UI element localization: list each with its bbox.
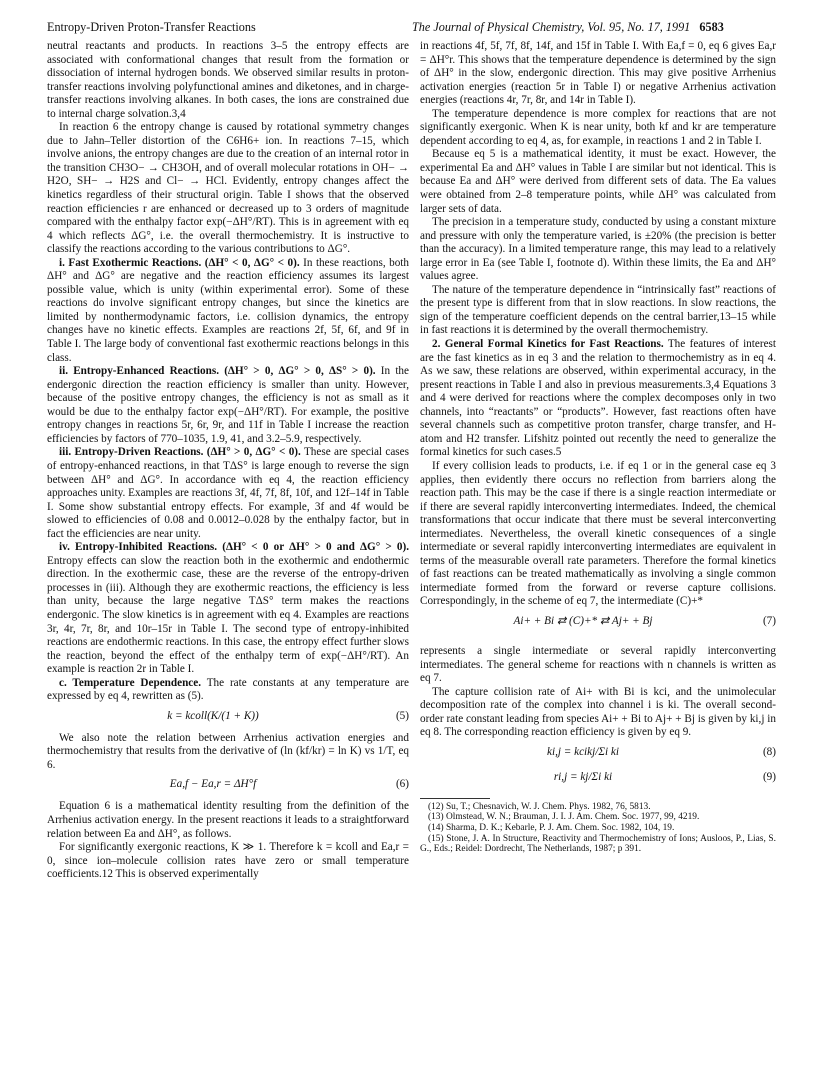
paragraph-text: The rate constants at any temperature are expressed by eq 4, rewritten as (5).: [47, 676, 409, 703]
paragraph: [47, 365, 409, 446]
paragraph-text: The features of interest are the fast kinetics as in eq 3 and the relation to thermochemistry as in eq 4. As we saw, these relations are observed, within experimental accuracy, in the present reactions in Table I and also in previous measurements.3,4 Equations 3 and 4 were derived for reactions where the complex decomposes only in two channels, into “reactants” or “products”. However, fast reactions often have several channels such as competitive proton transfer, charge transfer, and H-atom and H2 transfer. Lifshitz pointed out recently the need to generalize the formal kinetics for such cases.5: [420, 338, 776, 459]
section-heading: iv. Entropy-Inhibited Reactions. (ΔH° < 0 or ΔH° > 0 and ΔG° > 0).: [59, 541, 409, 554]
equation-number: (9): [762, 770, 776, 783]
references: [420, 802, 776, 855]
reference-item: (14) Sharma, D. K.; Kebarle, P. J. Am. Chem. Soc. 1982, 104, 19.: [428, 822, 675, 833]
paragraph-text: We also note the relation between Arrhenius activation energies and thermochemistry that results from the derivative of (ln (kf/kr) = ln K) vs 1/T, eq 6.: [47, 731, 409, 771]
paragraph-text: in reactions 4f, 5f, 7f, 8f, 14f, and 15f in Table I. With Ea,f = 0, eq 6 gives Ea,r = ΔH°r. This shows that the temperature dependence is determined by the sign of ΔH° in the slow, endergonic direction. This may give positive Arrhenius activation energies (reaction 5r in Table I) or negative Arrhenius activation energies (reactions 4r, 7r, 8r, and 14r in Table I).: [420, 40, 776, 107]
journal-header: [412, 20, 724, 35]
equation: [420, 768, 776, 790]
equation-body: ki,j = kcikj/Σi ki: [547, 745, 619, 758]
paragraph: [420, 284, 776, 338]
paragraph: [47, 732, 409, 773]
paragraph-text: represents a single intermediate or several rapidly interconverting intermediates. The general scheme for reactions with n channels is written as eq 7.: [420, 644, 776, 685]
section-heading: 2. General Formal Kinetics for Fast Reactions.: [432, 338, 664, 351]
paragraph: [47, 446, 409, 541]
paragraph-text: In reaction 6 the entropy change is caused by rotational symmetry changes due to Jahn–Teller distortion of the C6H6+ ion. In reactions 7–15, which involve anions, the entropy changes are due to the creation of an internal rotor in the transition CH3O− → CH3OH, and of overall molecular rotations in OH− → H2O, SH− → H2S and Cl− → HCl. Evidently, entropy changes affect the kinetics regardless of their structural origin. Table I shows that the observed reaction efficiencies r are enhanced or decreased up to 3 orders of magnitude compared with the enthalpy factor exp(−ΔH°/RT). This is in agreement with eq 4 which reflects ΔG°, i.e. the overall thermochemistry. It is instructive to classify the reactions according to the various contributions to ΔG°.: [47, 121, 409, 256]
paragraph: [47, 841, 409, 882]
right-column: [420, 40, 776, 855]
reference-item: (12) Su, T.; Chesnavich, W. J. Chem. Phys. 1982, 76, 5813.: [428, 801, 651, 812]
paragraph-text: The precision in a temperature study, conducted by using a constant mixture and pressure with only the temperature varied, is ±20% (the precision is better than the accuracy). In a limited temperature range, this may lead to a relatively large error in Ea (see Table I, footnote d). Within these limits, the Ea and ΔH° values agree.: [420, 216, 776, 283]
paragraph: [420, 108, 776, 149]
journal-citation: The Journal of Physical Chemistry, Vol. 95, No. 17, 1991: [412, 20, 691, 34]
reference-item: (15) Stone, J. A. In Structure, Reactivity and Thermochemistry of Ions; Ausloos, P., Lias, S. G., Eds.; Reidel: Dordrecht, The Netherlands, 1987; p 391.: [420, 833, 776, 855]
paragraph: [420, 645, 776, 686]
paragraph: [420, 338, 776, 460]
paragraph-text: For significantly exergonic reactions, K ≫ 1. Therefore k = kcoll and Ea,r = 0, since ion–molecule collision rates have zero or small temperature coefficients.12 This is observed experimentally: [47, 841, 409, 881]
paragraph-text: In these reactions, both ΔH° and ΔG° are negative and the reaction efficiency assumes its largest possible value, which is unity (within experimental error). Some of these reactions do involve significant entropy changes, but since the kinetics are limited by nonthermodynamic factors, i.e. collision dynamics, the entropy changes have no kinetic effects. Examples are reactions 2f, 5f, 6f, and 9f in Table I. The large body of conventional fast exothermic reactions belongs in this class.: [47, 256, 410, 364]
paragraph: [47, 541, 409, 676]
paragraph: [47, 800, 409, 841]
equation-number: (7): [762, 614, 776, 627]
paragraph: [420, 686, 776, 740]
section-heading: ii. Entropy-Enhanced Reactions. (ΔH° > 0, ΔG° > 0, ΔS° > 0).: [59, 365, 376, 378]
footnote-rule: [420, 798, 490, 799]
paragraph-text: If every collision leads to products, i.e. if eq 1 or in the general case eq 3 applies, then evidently there occurs no reflection from barriers along the reaction path. This may be the case if there is a single reaction intermediate or if there are several rapidly interconverting intermediates. Indeed, the chemical transformations that occur indicate that there must be several interconverting intermediates. Nevertheless, the overall kinetic consequences of a single intermediate or several rapidly interconverting intermediates are equivalent in terms of the measurable overall rate parameters. Therefore the formal kinetics of fast reactions can be treated mathematically as involving a single common intermediate formed from the forward or reverse capture collisions. Correspondingly, in the scheme of eq 7, the intermediate (C)+*: [420, 459, 776, 608]
paragraph: [420, 460, 776, 609]
equation-body: k = kcoll(K/(1 + K)): [167, 709, 259, 722]
right-column-body: [420, 40, 776, 790]
paragraph-text: Entropy effects can slow the reaction both in the exothermic and endothermic direction. In the exothermic case, these are the reverse of the entropy-driven processes in (iii). Although they are exothermic reactions, the efficiency is less than unity, because the large negative TΔS° term makes the reactions endergonic. The slow kinetics is in agreement with eq 4. Examples are reactions 3r, 4r, 7r, 8r, and 10r–15r in Table I. The second type of entropy-inhibited reactions are endothermic reactions. In this case, the entropy effect further slows the reaction, beyond the effect of the enthalpy term of exp(−ΔH°/RT). An example is reaction 2r in Table I.: [47, 554, 409, 676]
equation-number: (5): [395, 709, 409, 722]
equation: [420, 612, 776, 642]
page-number: 6583: [699, 20, 724, 34]
equation: [47, 775, 409, 797]
paragraph-text: In the endergonic direction the reaction efficiency is smaller than unity. However, because of the positive entropy changes, the efficiency is not as small as it would be due to the enthalpy factor exp(−ΔH°/RT). For example, the positive entropy changes in reactions 5r, 6r, 9r, and 11f in Table I increase the reaction efficiencies by factors of 770–1035, 1.9, 41, and 3.2–5.9, respectively.: [47, 365, 409, 445]
equation-number: (6): [395, 778, 409, 791]
paragraph-text: Equation 6 is a mathematical identity resulting from the definition of the Arrhenius activation energy. In the present reactions it leads to a straightforward relation between Ea and ΔH°, as follows.: [47, 800, 409, 840]
paragraph-text: neutral reactants and products. In reactions 3–5 the entropy effects are associated with conformational changes that result from the formation or dissociation of internal hydrogen bonds. We observed similar results in proton-transfer reactions involving polyfunctional amines and diketones, and in charge-transfer reactions involving alkanes. In both cases, the ions are constrained due to internal charge solvation.3,4: [47, 40, 409, 120]
equation-body: ri,j = kj/Σi ki: [553, 770, 613, 783]
paragraph: [47, 40, 409, 121]
paragraph-text: Because eq 5 is a mathematical identity, it must be exact. However, the experimental Ea and ΔH° values in Table I are similar but not identical. This is because Ea and ΔH° were derived from different sets of data. The Ea values were obtained from 2–8 temperature points, while ΔH° was calculated from larger sets of data.: [420, 148, 776, 215]
left-column: [47, 40, 409, 882]
equation-number: (8): [762, 745, 776, 758]
reference-item: (13) Olmstead, W. N.; Brauman, J. I. J. Am. Chem. Soc. 1977, 99, 4219.: [428, 812, 700, 823]
equation-body: Ai+ + Bi ⇄ (C)+* ⇄ Aj+ + Bj: [513, 614, 653, 627]
paragraph: [420, 216, 776, 284]
paragraph: [420, 148, 776, 216]
paragraph-text: The nature of the temperature dependence in “intrinsically fast” reactions of the present type is different from that in slow reactions. In slow reactions, the sign of the temperature coefficient depends on the central barrier,13–15 while in fast reactions it is determined by the overall thermochemistry.: [420, 283, 776, 337]
equation: [420, 743, 776, 765]
paragraph-text: The capture collision rate of Ai+ with Bi is kci, and the unimolecular decomposition rate of the complex into channel i is ki. The overall second-order rate constant leading from species Ai+ + Bi to Aj+ + Bj is given by ki,j in eq 8. The corresponding reaction efficiency is given by eq 9.: [420, 685, 776, 739]
paragraph: [420, 40, 776, 108]
running-title: Entropy-Driven Proton-Transfer Reactions: [47, 20, 256, 34]
paragraph-text: These are special cases of entropy-enhanced reactions, in that TΔS° is large enough to reverse the sign between ΔH° and ΔG°. In accordance with eq 4, the reaction efficiency approaches unity. Examples are reactions 3f, 4f, 7f, 8f, 10f, and 12f–14f in Table I. Some show substantial entropy effects. For example, 3f and 4f would be slowed to efficiencies of 0.08 and 0.0012–0.028 by the enthalpy factor, but in fact the efficiencies are near unity.: [47, 446, 409, 540]
paragraph: [47, 677, 409, 704]
equation-body: Ea,f − Ea,r = ΔH°f: [169, 778, 257, 791]
paragraph: [47, 121, 409, 256]
paragraph-text: The temperature dependence is more complex for reactions that are not significantly exergonic. When K is near unity, both kf and kr are temperature dependent according to eq 4, as, for example, in reactions 1 and 2 in Table I.: [420, 107, 776, 147]
paragraph: [47, 257, 409, 365]
section-heading: iii. Entropy-Driven Reactions. (ΔH° > 0, ΔG° < 0).: [59, 446, 301, 459]
equation: [47, 707, 409, 729]
section-heading: i. Fast Exothermic Reactions. (ΔH° < 0, ΔG° < 0).: [59, 256, 300, 269]
section-heading: c. Temperature Dependence.: [59, 676, 202, 689]
